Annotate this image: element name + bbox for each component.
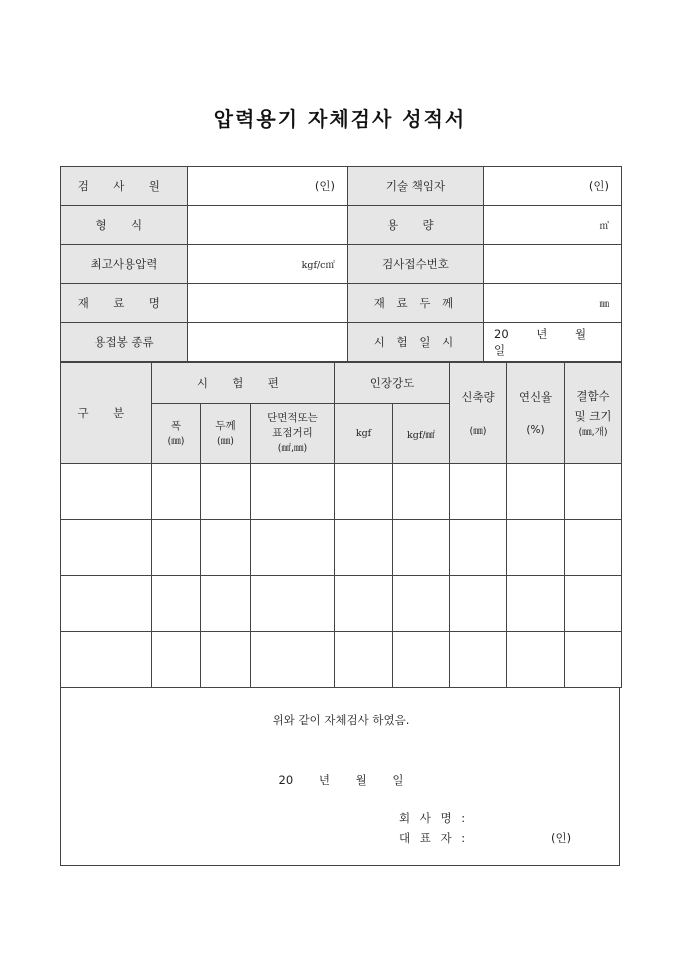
elongation-rate-unit: (%) [526, 423, 545, 436]
representative-label: 대 표 자 : [399, 831, 469, 845]
defect-header [565, 363, 622, 464]
table-cell[interactable] [152, 464, 201, 520]
category-header: 구 분 [61, 363, 152, 464]
inspector-label: 검 사 원 [61, 167, 188, 206]
defect-unit: (㎜,개) [578, 427, 608, 438]
company-name-label: 회 사 명 : [399, 811, 469, 825]
info-table [60, 166, 622, 362]
table-cell[interactable] [251, 632, 335, 688]
table-cell[interactable] [201, 576, 251, 632]
elongation-amount-unit: (㎜) [469, 426, 487, 437]
table-cell[interactable] [393, 632, 450, 688]
table-cell[interactable] [201, 464, 251, 520]
defect-label-line2: 및 크기 [574, 409, 612, 423]
declaration-statement: 위와 같이 자체검사 하였음. [272, 713, 410, 727]
table-row [61, 520, 622, 576]
tech-manager-seal[interactable]: (인) [484, 167, 622, 206]
thickness-header [201, 404, 251, 464]
area-label-line2: 표점거리 [272, 427, 313, 439]
table-cell[interactable] [450, 464, 507, 520]
results-table [60, 362, 622, 688]
table-cell[interactable] [507, 632, 565, 688]
elongation-rate-header [507, 363, 565, 464]
receipt-number-field[interactable] [484, 245, 622, 284]
table-cell[interactable] [251, 464, 335, 520]
capacity-label: 용 량 [348, 206, 484, 245]
table-cell[interactable] [507, 464, 565, 520]
declaration-date[interactable]: 20 년 월 일 [278, 773, 404, 787]
tensile-header: 인장강도 [335, 363, 450, 404]
table-row [61, 576, 622, 632]
defect-label-line1: 결함수 [576, 389, 610, 403]
table-cell[interactable] [565, 632, 622, 688]
table-cell[interactable] [152, 520, 201, 576]
area-header [251, 404, 335, 464]
table-cell[interactable] [251, 576, 335, 632]
table-cell[interactable] [565, 520, 622, 576]
document-title: 압력용기 자체검사 성적서 [213, 107, 467, 131]
table-cell[interactable] [61, 632, 152, 688]
type-label: 형 식 [61, 206, 188, 245]
area-unit: (㎟,㎜) [277, 443, 308, 454]
area-label-line1: 단면적또는 [267, 412, 318, 424]
inspector-seal[interactable]: (인) [188, 167, 348, 206]
table-cell[interactable] [335, 464, 393, 520]
width-unit: (㎜) [167, 435, 185, 447]
table-cell[interactable] [393, 464, 450, 520]
table-cell[interactable] [61, 520, 152, 576]
max-pressure-unit[interactable]: kgf/c㎡ [188, 245, 348, 284]
declaration-section [60, 688, 620, 866]
specimen-thickness-unit: (㎜) [217, 435, 234, 447]
table-cell[interactable] [201, 632, 251, 688]
table-cell[interactable] [335, 576, 393, 632]
table-cell[interactable] [61, 464, 152, 520]
thickness-label: 재 료 두 께 [348, 284, 484, 323]
table-cell[interactable] [393, 576, 450, 632]
table-cell[interactable] [61, 576, 152, 632]
kgf-per-mm2-header: kgf/㎟ [393, 404, 450, 464]
specimen-thickness-label: 두께 [215, 419, 236, 432]
elongation-amount-label: 신축량 [461, 390, 495, 404]
elongation-rate-label: 연신율 [518, 389, 553, 404]
table-cell[interactable] [335, 632, 393, 688]
table-cell[interactable] [450, 520, 507, 576]
table-cell[interactable] [251, 520, 335, 576]
capacity-unit[interactable]: ㎥ [484, 206, 622, 245]
material-label: 재 료 명 [61, 284, 188, 323]
type-field[interactable] [188, 206, 348, 245]
width-header [152, 404, 201, 464]
table-cell[interactable] [201, 520, 251, 576]
table-cell[interactable] [450, 576, 507, 632]
receipt-number-label: 검사접수번호 [348, 245, 484, 284]
table-cell[interactable] [152, 632, 201, 688]
table-cell[interactable] [393, 520, 450, 576]
table-cell[interactable] [335, 520, 393, 576]
table-row [61, 632, 622, 688]
table-cell[interactable] [565, 576, 622, 632]
table-cell[interactable] [152, 576, 201, 632]
specimen-header: 시 험 편 [152, 363, 335, 404]
kgf-header: kgf [335, 404, 393, 464]
representative-seal[interactable]: (인) [551, 831, 572, 845]
test-date-field[interactable]: 20 년 월 일 [484, 323, 622, 362]
table-row [61, 464, 622, 520]
width-label: 폭 [170, 419, 182, 432]
rod-type-label: 용접봉 종류 [61, 323, 188, 362]
thickness-unit[interactable]: ㎜ [484, 284, 622, 323]
rod-type-field[interactable] [188, 323, 348, 362]
table-cell[interactable] [565, 464, 622, 520]
max-pressure-label: 최고사용압력 [61, 245, 188, 284]
test-date-label: 시 험 일 시 [348, 323, 484, 362]
tech-manager-label: 기술 책임자 [348, 167, 484, 206]
table-cell[interactable] [450, 632, 507, 688]
material-field[interactable] [188, 284, 348, 323]
table-cell[interactable] [507, 576, 565, 632]
elongation-amount-header [450, 363, 507, 464]
table-cell[interactable] [507, 520, 565, 576]
